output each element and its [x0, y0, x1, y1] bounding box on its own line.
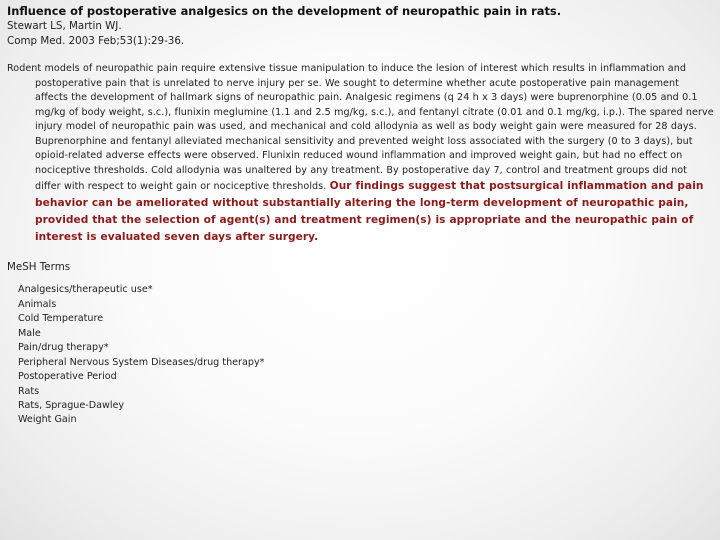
mesh-term: Rats: [18, 385, 40, 397]
abstract-body: Rodent models of neuropathic pain require extensive tissue manipulation to induce the lesion of interest which results in inflammation and postoperative pain that is unrelated to nerve injury per se. We sought to determine whether acute postoperative pain management affects the development of hallmark signs of neuropathic pain. Analgesic regimens (q 24 h x 3 days) were buprenorphine (0.05 and 0.1 mg/kg of body weight, s.c.), flunixin meglumine (1.1 and 2.5 mg/kg, s.c.), and fentanyl citrate (0.01 and 0.1 mg/kg, i.p.). The spared nerve injury model of neuropathic pain was used, and mechanical and cold allodynia as well as body weight gain were measured for 28 days. Buprenorphine and fentanyl alleviated mechanical sensitivity and prevented weight loss associated with the surgery (0 to 3 days), but opioid-related adverse effects were observed. Flunixin reduced wound inflammation and improved weight gain, but had no effect on nociceptive thresholds. Cold allodynia was unaltered by any treatment. By postoperative day 7, control and treatment groups did not differ with respect to weight gain or nociceptive thresholds.: [7, 63, 714, 193]
mesh-term: Male: [18, 327, 41, 339]
mesh-term: Animals: [18, 298, 57, 310]
mesh-term: Peripheral Nervous System Diseases/drug therapy*: [18, 356, 265, 368]
mesh-term: Cold Temperature: [18, 313, 104, 325]
mesh-heading: MeSH Terms: [7, 261, 71, 274]
article-citation: Comp Med. 2003 Feb;53(1):29-36.: [7, 35, 185, 47]
mesh-terms-list: [18, 283, 714, 428]
article-title: Influence of postoperative analgesics on the development of neuropathic pain in rats.: [7, 4, 562, 18]
mesh-term: Analgesics/therapeutic use*: [18, 284, 153, 296]
article-authors: Stewart LS, Martin WJ.: [7, 20, 122, 32]
mesh-term: Rats, Sprague-Dawley: [18, 400, 125, 411]
mesh-term: Postoperative Period: [18, 371, 117, 383]
mesh-term: Pain/drug therapy*: [18, 342, 109, 354]
mesh-term: Weight Gain: [18, 414, 77, 426]
abstract-conclusion: Our findings suggest that postsurgical inflammation and pain behavior can be ameliorated without substantially altering the long-term development of neuropathic pain, provided that the selection of agent(s) and treatment regimen(s) is appropriate and the neuropathic pain of interest is evaluated seven days after surgery.: [35, 180, 704, 244]
abstract: [7, 62, 714, 246]
